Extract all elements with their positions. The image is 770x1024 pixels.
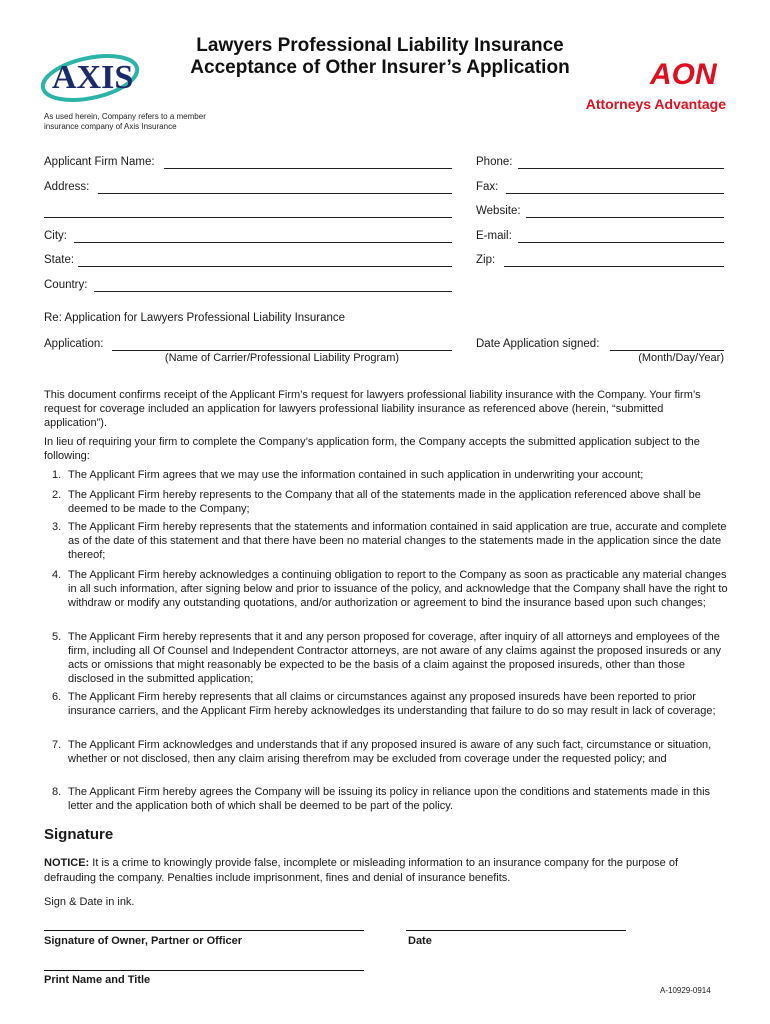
print-name-field[interactable] (44, 970, 364, 971)
list-item-number: 7. (52, 739, 62, 751)
application-sublabel: (Name of Carrier/Professional Liability Program) (164, 352, 400, 364)
lieu-paragraph: In lieu of requiring your firm to complete the Company’s application form, the Company accepts the submitted application subject to the following: (44, 436, 700, 462)
company-note-line2: insurance company of Axis Insurance (44, 122, 177, 131)
list-item-text: The Applicant Firm agrees that we may use the information contained in such application in underwriting your account; (68, 469, 644, 481)
email-label: E-mail: (476, 230, 512, 242)
application-field[interactable] (112, 340, 452, 351)
zip-field[interactable] (504, 256, 724, 267)
date-field[interactable] (406, 930, 626, 931)
attorneys-advantage: Attorneys Advantage (585, 96, 726, 112)
list-item-number: 1. (52, 469, 62, 481)
fax-field[interactable] (506, 183, 724, 194)
website-label: Website: (476, 205, 521, 217)
re-line: Re: Application for Lawyers Professional Liability Insurance (44, 312, 346, 324)
state-label: State: (44, 254, 75, 266)
list-item (52, 488, 728, 516)
signature-field[interactable] (44, 930, 364, 931)
list-item-text: The Applicant Firm hereby represents to the Company that all of the statements made in the application referenced above shall be deemed to be made to the Company; (68, 489, 701, 515)
list-item-number: 2. (52, 489, 62, 501)
list-item-number: 6. (52, 691, 62, 703)
address-field[interactable] (98, 183, 452, 194)
aon-logo (648, 52, 728, 92)
applicant-firm-name-label: Applicant Firm Name: (44, 156, 155, 168)
list-item (52, 630, 728, 686)
axis-logo-text: AXIS (52, 59, 134, 96)
list-item (52, 785, 728, 813)
print-name-label: Print Name and Title (44, 974, 151, 986)
date-signed-field[interactable] (610, 340, 724, 351)
signature-owner-label: Signature of Owner, Partner or Officer (44, 935, 243, 947)
company-note-line1: As used herein, Company refers to a member (44, 112, 206, 121)
city-label: City: (44, 230, 67, 242)
address-label: Address: (44, 181, 90, 193)
list-item-number: 4. (52, 569, 62, 581)
date-signed-sublabel: (Month/Day/Year) (638, 352, 724, 364)
applicant-firm-name-field[interactable] (164, 158, 452, 169)
address-line2-field[interactable] (44, 207, 452, 218)
state-field[interactable] (78, 256, 452, 267)
notice-label: NOTICE: (44, 857, 90, 869)
list-item-text: The Applicant Firm hereby represents that the statements and information contained in said application are true, accurate and complete as of the date of this statement and that there have been no material changes to the statements made in the application since the date thereof; (68, 521, 727, 561)
sign-date-instruction: Sign & Date in ink. (44, 896, 135, 908)
list-item (52, 468, 728, 482)
phone-field[interactable] (518, 158, 724, 169)
page-title-line1: Lawyers Professional Liability Insurance (196, 35, 564, 56)
notice-text: It is a crime to knowingly provide false, incomplete or misleading information to an insurance company for the purpose of defrauding the company. Penalties include imprisonment, fines and denial of insurance benefits. (44, 857, 679, 884)
country-label: Country: (44, 279, 88, 291)
list-item-text: The Applicant Firm acknowledges and understands that if any proposed insured is aware of any such fact, circumstance or situation, whether or not disclosed, then any claim arising therefrom may be excluded from coverage under the requested policy; and (68, 739, 712, 765)
aon-logo-text: AON (650, 58, 717, 91)
website-field[interactable] (526, 207, 724, 218)
country-field[interactable] (94, 281, 452, 292)
list-item (52, 520, 728, 562)
list-item-text: The Applicant Firm hereby represents that it and any person proposed for coverage, after inquiry of all attorneys and employees of the firm, including all Of Counsel and Independent Contractor attorneys, are not aware of any claims against the proposed insureds or any acts or omissions that might reasonably be expected to be the basis of a claim against the proposed insureds, other than those disclosed in the submitted application; (68, 631, 722, 685)
phone-label: Phone: (476, 156, 513, 168)
list-item-number: 8. (52, 786, 62, 798)
city-field[interactable] (74, 232, 452, 243)
list-item-text: The Applicant Firm hereby acknowledges a continuing obligation to report to the Company as soon as practicable any material changes in all such information, after signing below and prior to issuance of the policy, and acknowledge that the Company shall have the right to withdraw or modify any outstanding quotations, and/or authorization or agreement to bind the insurance based upon such changes; (68, 569, 728, 609)
zip-label: Zip: (476, 254, 496, 266)
application-label: Application: (44, 338, 104, 350)
intro-paragraph: This document confirms receipt of the Applicant Firm’s request for lawyers professional liability insurance with the Company. Your firm’s request for coverage included an application for lawyers professional liability insurance as referenced above (herein, “submitted application”). (44, 389, 701, 429)
list-item (52, 690, 728, 718)
fax-label: Fax: (476, 181, 499, 193)
list-item-text: The Applicant Firm hereby represents that all claims or circumstances against any proposed insureds have been reported to prior insurance carriers, and the Applicant Firm hereby acknowledges its understanding that failure to do so may result in lack of coverage; (68, 691, 716, 717)
company-note (44, 112, 224, 132)
signature-date-label: Date (408, 935, 432, 947)
list-item-number: 5. (52, 631, 62, 643)
list-item (52, 568, 728, 610)
page-title-line2: Acceptance of Other Insurer’s Application (190, 57, 570, 78)
date-signed-label: Date Application signed: (476, 338, 600, 350)
signature-heading: Signature (44, 826, 114, 843)
axis-logo (38, 44, 142, 108)
notice-paragraph (44, 856, 728, 886)
list-item (52, 738, 728, 766)
form-id: A-10929-0914 (660, 986, 711, 995)
list-item-text: The Applicant Firm hereby agrees the Company will be issuing its policy in reliance upon the conditions and statements made in this letter and the application both of which shall be deemed to be part of the policy. (68, 786, 711, 812)
email-field[interactable] (518, 232, 724, 243)
list-item-number: 3. (52, 521, 62, 533)
